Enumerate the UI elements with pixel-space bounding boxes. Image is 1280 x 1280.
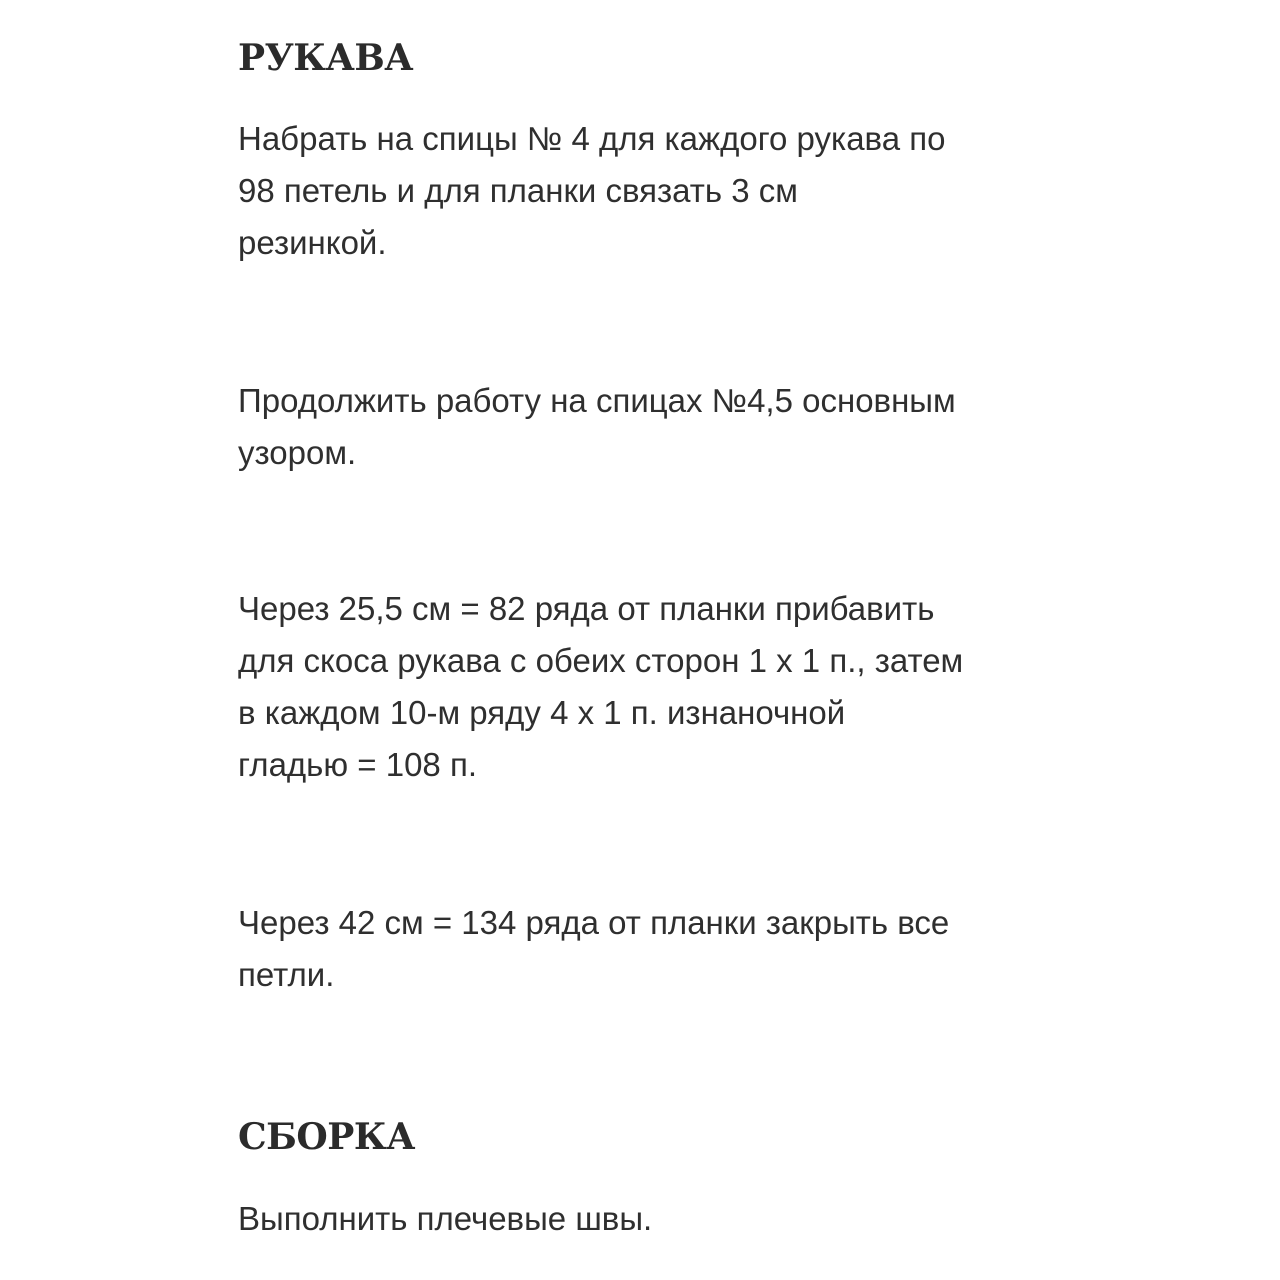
text-line: для скоса рукава с обеих сторон 1 х 1 п., затем	[238, 642, 964, 679]
text-line: Выполнить плечевые швы.	[238, 1200, 653, 1237]
text-line: петли.	[238, 956, 335, 993]
paragraph-cast-on	[238, 113, 945, 269]
text-line: гладью = 108 п.	[238, 746, 477, 783]
text-line: резинкой.	[238, 224, 387, 261]
text-line: Набрать на спицы № 4 для каждого рукава по	[238, 120, 946, 157]
section-heading-sleeves: РУКАВА	[238, 37, 414, 79]
text-line: Через 25,5 см = 82 ряда от планки прибавить	[238, 590, 935, 627]
section-heading-assembly: СБОРКА	[238, 1116, 415, 1158]
text-line: узором.	[238, 434, 357, 471]
text-line: 98 петель и для планки связать 3 см	[238, 172, 798, 209]
paragraph-shoulder-seams	[238, 1193, 652, 1245]
paragraph-bind-off	[238, 897, 949, 1001]
text-line: Продолжить работу на спицах №4,5 основным	[238, 382, 956, 419]
paragraph-increases	[238, 583, 963, 791]
paragraph-main-pattern	[238, 375, 956, 479]
text-line: в каждом 10-м ряду 4 х 1 п. изнаночной	[238, 694, 846, 731]
text-line: Через 42 см = 134 ряда от планки закрыть все	[238, 904, 950, 941]
